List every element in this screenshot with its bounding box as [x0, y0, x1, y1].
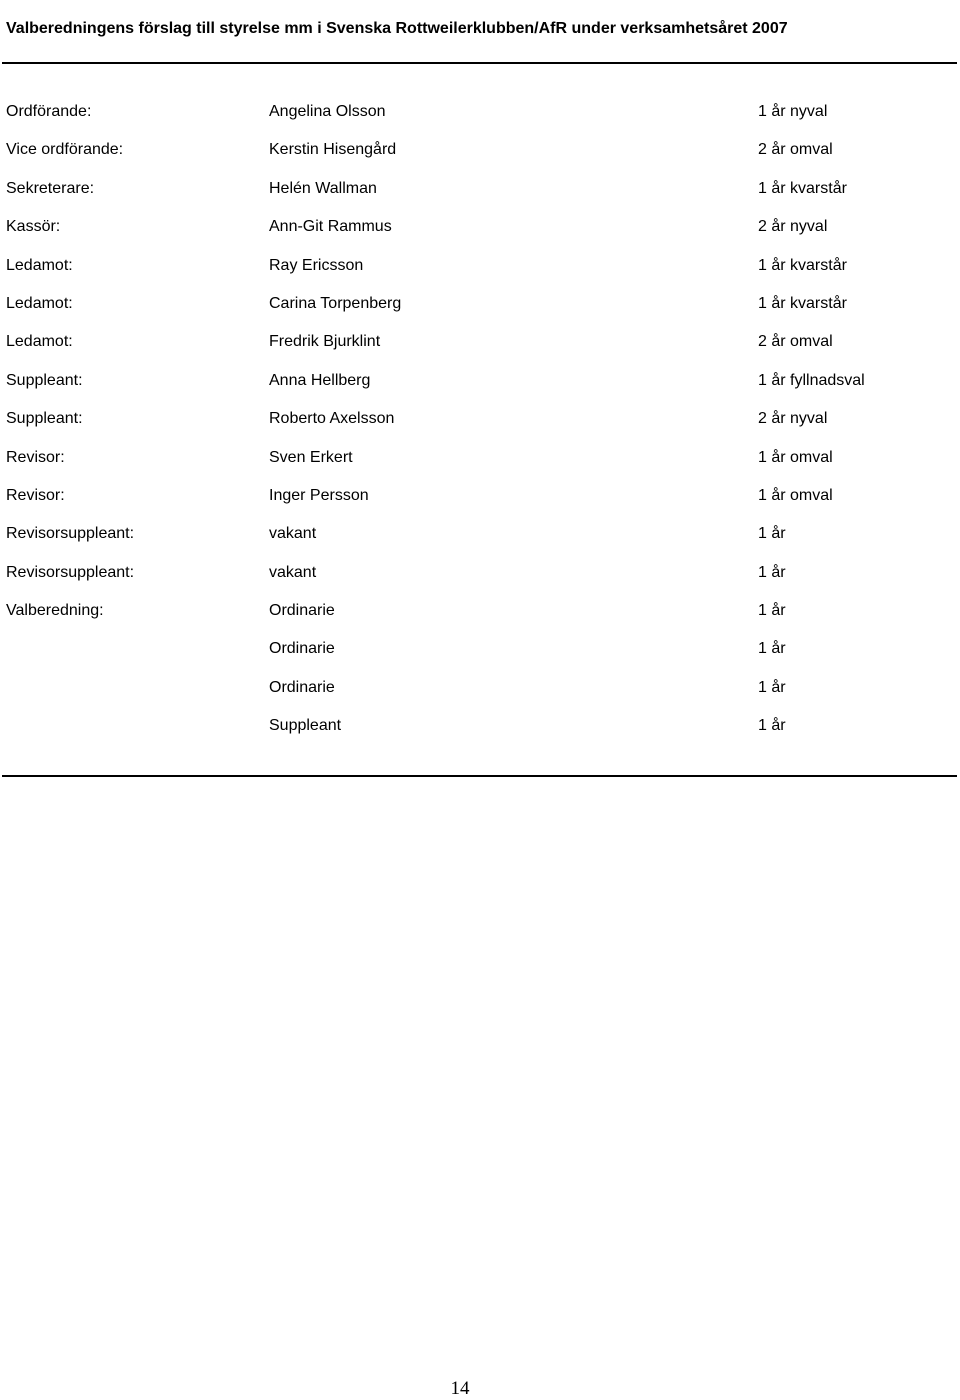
- term-text: 1 år kvarstår: [758, 256, 847, 274]
- role-label: Valberedning:: [6, 602, 104, 620]
- term-text: 2 år nyval: [758, 410, 828, 428]
- list-item: [0, 630, 960, 668]
- role-label: Revisorsuppleant:: [6, 563, 135, 581]
- person-name: Suppleant: [269, 717, 342, 735]
- role-label: Revisorsuppleant:: [6, 525, 135, 543]
- list-item: [0, 131, 960, 169]
- role-label: Ledamot:: [6, 294, 73, 312]
- term-text: 1 år omval: [758, 448, 833, 466]
- list-item: [0, 707, 960, 745]
- nomination-list: [0, 93, 960, 746]
- role-label: Revisor:: [6, 486, 65, 504]
- term-text: 1 år: [758, 525, 786, 543]
- term-text: 1 år: [758, 678, 786, 696]
- term-text: 1 år kvarstår: [758, 179, 847, 197]
- person-name: Roberto Axelsson: [269, 410, 395, 428]
- person-name: Fredrik Bjurklint: [269, 333, 381, 351]
- list-item: [0, 247, 960, 285]
- term-text: 1 år omval: [758, 486, 833, 504]
- list-item: [0, 669, 960, 707]
- page-number: 14: [450, 1378, 470, 1399]
- term-text: 1 år nyval: [758, 103, 828, 120]
- person-name: Ordinarie: [269, 640, 335, 658]
- person-name: Inger Persson: [269, 486, 369, 504]
- role-label: Ledamot:: [6, 333, 73, 351]
- role-label: Sekreterare:: [6, 179, 95, 197]
- person-name: Ordinarie: [269, 602, 335, 620]
- role-label: Suppleant:: [6, 410, 83, 428]
- bottom-divider: [2, 775, 957, 777]
- role-label: Suppleant:: [6, 371, 83, 389]
- term-text: 1 år kvarstår: [758, 294, 847, 312]
- person-name: Kerstin Hisengård: [269, 141, 397, 159]
- term-text: 1 år: [758, 563, 786, 581]
- document-title: Valberedningens förslag till styrelse mm i Svenska Rottweilerklubben/AfR under verksamhetsåret 2007: [6, 20, 788, 37]
- person-name: Anna Hellberg: [269, 371, 371, 389]
- term-text: 2 år omval: [758, 141, 833, 159]
- list-item: [0, 477, 960, 515]
- term-text: 2 år nyval: [758, 218, 828, 236]
- list-item: [0, 323, 960, 361]
- person-name: Helén Wallman: [269, 179, 377, 197]
- term-text: 2 år omval: [758, 333, 833, 351]
- list-item: [0, 285, 960, 323]
- role-label: Ordförande:: [6, 103, 92, 120]
- role-label: Ledamot:: [6, 256, 73, 274]
- person-name: Ordinarie: [269, 678, 335, 696]
- list-item: [0, 93, 960, 131]
- role-label: Kassör:: [6, 218, 61, 236]
- list-item: [0, 592, 960, 630]
- term-text: 1 år fyllnadsval: [758, 371, 865, 389]
- list-item: [0, 170, 960, 208]
- person-name: Ray Ericsson: [269, 256, 364, 274]
- list-item: [0, 208, 960, 246]
- list-item: [0, 439, 960, 477]
- list-item: [0, 400, 960, 438]
- list-item: [0, 554, 960, 592]
- term-text: 1 år: [758, 717, 786, 735]
- role-label: Revisor:: [6, 448, 65, 466]
- person-name: vakant: [269, 563, 317, 581]
- person-name: Carina Torpenberg: [269, 294, 402, 312]
- person-name: vakant: [269, 525, 317, 543]
- term-text: 1 år: [758, 640, 786, 658]
- person-name: Sven Erkert: [269, 448, 353, 466]
- person-name: Angelina Olsson: [269, 103, 386, 120]
- top-divider: [2, 62, 957, 64]
- term-text: 1 år: [758, 602, 786, 620]
- list-item: [0, 362, 960, 400]
- person-name: Ann-Git Rammus: [269, 218, 392, 236]
- list-item: [0, 515, 960, 553]
- role-label: Vice ordförande:: [6, 141, 124, 159]
